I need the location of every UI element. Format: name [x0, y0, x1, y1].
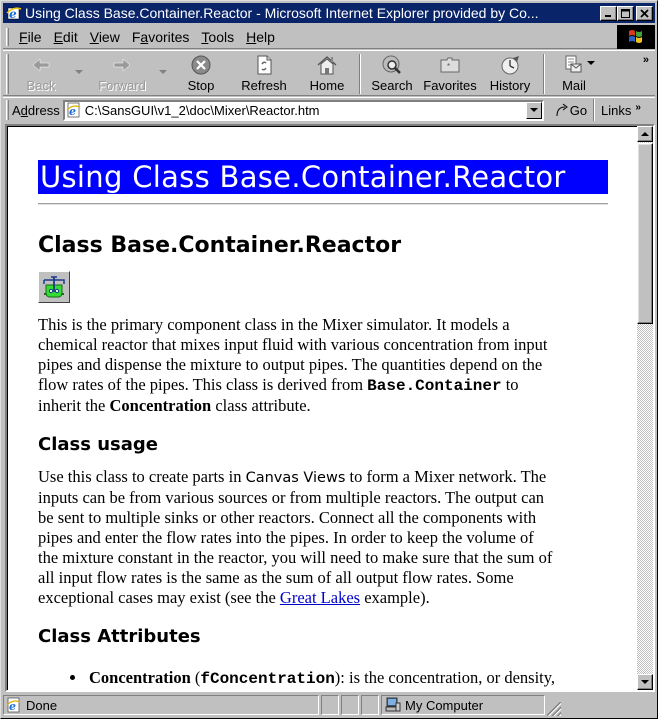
- toolbar-separator: [543, 54, 545, 94]
- vertical-scrollbar[interactable]: [637, 126, 653, 690]
- menu-view[interactable]: [84, 29, 126, 45]
- forward-dropdown-arrow-icon[interactable]: [159, 70, 167, 74]
- page-banner: Using Class Base.Container.Reactor: [38, 160, 608, 194]
- content-viewport: [5, 124, 655, 692]
- svg-text:e: e: [9, 7, 17, 21]
- forward-arrow-icon: [111, 54, 133, 76]
- menu-tools[interactable]: [195, 29, 240, 45]
- home-button[interactable]: [301, 51, 353, 95]
- forward-label: Forward: [98, 78, 146, 93]
- attribute-paren: ): [334, 668, 341, 687]
- mail-icon: [563, 54, 585, 76]
- menu-bar: [3, 25, 655, 49]
- status-pane: [3, 695, 319, 715]
- favorites-folder-icon: [439, 54, 461, 76]
- back-dropdown-arrow-icon[interactable]: [75, 70, 83, 74]
- scroll-thumb[interactable]: [637, 143, 653, 324]
- home-label: Home: [309, 78, 345, 93]
- svg-text:e: e: [68, 105, 76, 118]
- ie-logo-icon: [6, 5, 22, 21]
- stop-icon: [190, 54, 212, 76]
- mail-label: Mail: [562, 78, 586, 93]
- back-arrow-icon: [30, 54, 52, 76]
- mail-dropdown-arrow-icon[interactable]: [587, 61, 595, 65]
- my-computer-icon: [385, 697, 401, 713]
- minimize-button[interactable]: [600, 6, 617, 21]
- attribute-desc: : is the concentration, or density,: [340, 668, 556, 687]
- favorites-label: Favorites: [423, 78, 477, 93]
- menu-tools-label: ools: [208, 28, 235, 45]
- links-chevron-icon: »: [635, 101, 641, 113]
- svg-text:*: *: [447, 62, 451, 71]
- concentration-bold: Concentration: [109, 396, 212, 415]
- status-pane-progress: [321, 695, 339, 715]
- links-button[interactable]: [594, 99, 641, 121]
- intro-text: class attribute.: [211, 396, 311, 415]
- bullet-icon: [70, 675, 75, 680]
- go-label: Go: [569, 102, 588, 118]
- usage-line: all input flow rates is the same as the sum of all output flow rates. Some: [38, 568, 514, 587]
- address-input[interactable]: [85, 103, 526, 118]
- attribute-paren: (: [190, 668, 201, 687]
- menu-view-accel: V: [89, 28, 99, 45]
- menu-edit-label: dit: [62, 28, 78, 45]
- intro-line: chemical reactor that mixes input fluid with various concentration from input: [38, 335, 548, 354]
- menu-tools-accel: T: [201, 28, 209, 45]
- zone-label: My Computer: [405, 697, 484, 713]
- intro-paragraph: [38, 315, 610, 416]
- reactor-class-icon: [38, 271, 70, 303]
- addressbar-grip[interactable]: [6, 100, 9, 120]
- usage-text: Use this class to create parts in: [38, 467, 246, 486]
- home-icon: [316, 54, 338, 76]
- attribute-item: [38, 668, 637, 688]
- forward-button[interactable]: [91, 51, 153, 95]
- svg-text:e: e: [9, 700, 16, 713]
- maximize-button[interactable]: [617, 6, 634, 21]
- menu-favorites-label: vorites: [148, 28, 190, 45]
- address-dropdown-button[interactable]: [526, 102, 542, 119]
- usage-text: to form a Mixer network. The: [345, 467, 547, 486]
- attributes-list: [38, 668, 637, 688]
- menu-file-accel: F: [19, 28, 28, 45]
- back-button[interactable]: [13, 51, 69, 95]
- usage-line: [38, 467, 610, 488]
- refresh-label: Refresh: [241, 78, 287, 93]
- resize-grip-icon[interactable]: [547, 702, 561, 716]
- windows-logo-throbber-icon[interactable]: [617, 25, 655, 49]
- menu-favorites[interactable]: [126, 29, 196, 45]
- horizontal-rule: [38, 203, 608, 205]
- scroll-up-button[interactable]: [637, 126, 653, 142]
- usage-line: be sent to multiple sinks or other reactors. Connect all the components with: [38, 508, 537, 527]
- search-label: Search: [371, 78, 413, 93]
- status-pane-secure: [341, 695, 359, 715]
- usage-line: the mixture constant in the reactor, you will need to make sure that the sum of: [38, 548, 553, 567]
- usage-text: example).: [360, 588, 430, 607]
- history-clock-icon: [499, 54, 521, 76]
- close-button[interactable]: [636, 6, 653, 21]
- stop-button[interactable]: [177, 51, 225, 95]
- mail-button[interactable]: [551, 51, 597, 95]
- intro-line: This is the primary component class in the Mixer simulator. It models a: [38, 315, 510, 334]
- menu-file[interactable]: [13, 29, 48, 45]
- usage-heading: Class usage: [38, 434, 158, 455]
- standard-toolbar: [3, 50, 655, 96]
- base-container-code: Base.Container: [367, 377, 502, 395]
- great-lakes-link[interactable]: Great Lakes: [279, 588, 361, 607]
- attribute-name: Concentration: [89, 668, 191, 687]
- menu-file-label: ile: [27, 28, 42, 45]
- intro-text: inherit the: [38, 396, 110, 415]
- intro-line: [38, 396, 610, 416]
- go-button[interactable]: [544, 99, 594, 121]
- status-pane-offline: [361, 695, 379, 715]
- search-button[interactable]: [367, 51, 417, 95]
- intro-line: [38, 375, 610, 396]
- page-content: [7, 126, 637, 690]
- title-bar[interactable]: [3, 3, 655, 23]
- back-label: Back: [26, 78, 56, 93]
- favorites-button[interactable]: [419, 51, 481, 95]
- search-globe-icon: [381, 54, 403, 76]
- intro-text: to: [501, 375, 519, 394]
- address-label-pre: A: [12, 102, 21, 118]
- page-heading: Class Base.Container.Reactor: [38, 233, 402, 258]
- usage-paragraph: [38, 467, 610, 608]
- menu-edit-accel: E: [53, 28, 63, 45]
- menu-help[interactable]: [240, 29, 281, 45]
- security-zone-pane[interactable]: [381, 695, 545, 715]
- history-button[interactable]: [483, 51, 537, 95]
- stop-label: Stop: [187, 78, 215, 93]
- intro-line: pipes and dispense the mixture to output pipes. The quantities depend on the: [38, 355, 543, 374]
- usage-line: pipes and enter the flow rates into the pipes. In order to keep the volume of: [38, 528, 534, 547]
- menu-help-label: elp: [256, 28, 275, 45]
- menu-edit[interactable]: [48, 29, 84, 45]
- ie-page-icon: [6, 697, 22, 713]
- menu-favorites-accel: a: [140, 28, 149, 45]
- intro-text: flow rates of the pipes. This class is derived from: [38, 375, 368, 394]
- address-label-rest: dress: [27, 102, 60, 118]
- address-label-accel: d: [20, 102, 28, 118]
- toolbar-more-chevron-icon[interactable]: »: [642, 54, 649, 66]
- usage-text: exceptional cases may exist (see the: [38, 588, 280, 607]
- address-label: [12, 103, 60, 118]
- canvas-views-term: Canvas Views: [245, 470, 346, 486]
- window-title: Using Class Base.Container.Reactor - Microsoft Internet Explorer provided by Co...: [25, 5, 539, 21]
- refresh-button[interactable]: [233, 51, 295, 95]
- attribute-code: fConcentration: [200, 670, 335, 688]
- usage-line: inputs can be from various sources or from multiple reactors. The output can: [38, 488, 545, 507]
- menu-view-label: iew: [98, 28, 120, 45]
- history-label: History: [489, 78, 531, 93]
- menu-help-accel: H: [246, 28, 257, 45]
- scroll-down-button[interactable]: [637, 674, 653, 690]
- attributes-heading: Class Attributes: [38, 626, 201, 647]
- toolbar-grip[interactable]: [6, 54, 9, 94]
- status-bar: [3, 694, 655, 716]
- address-field[interactable]: [63, 100, 544, 121]
- go-arrow-icon: [554, 103, 570, 117]
- refresh-icon: [253, 54, 275, 76]
- page-icon: [66, 102, 82, 118]
- links-label: Links: [601, 102, 632, 118]
- status-text: Done: [26, 697, 58, 713]
- toolbar-separator: [359, 54, 361, 94]
- address-bar: [3, 97, 655, 122]
- menubar-grip[interactable]: [6, 28, 9, 46]
- menu-favorites-pre: F: [131, 28, 141, 45]
- usage-line: [38, 588, 610, 608]
